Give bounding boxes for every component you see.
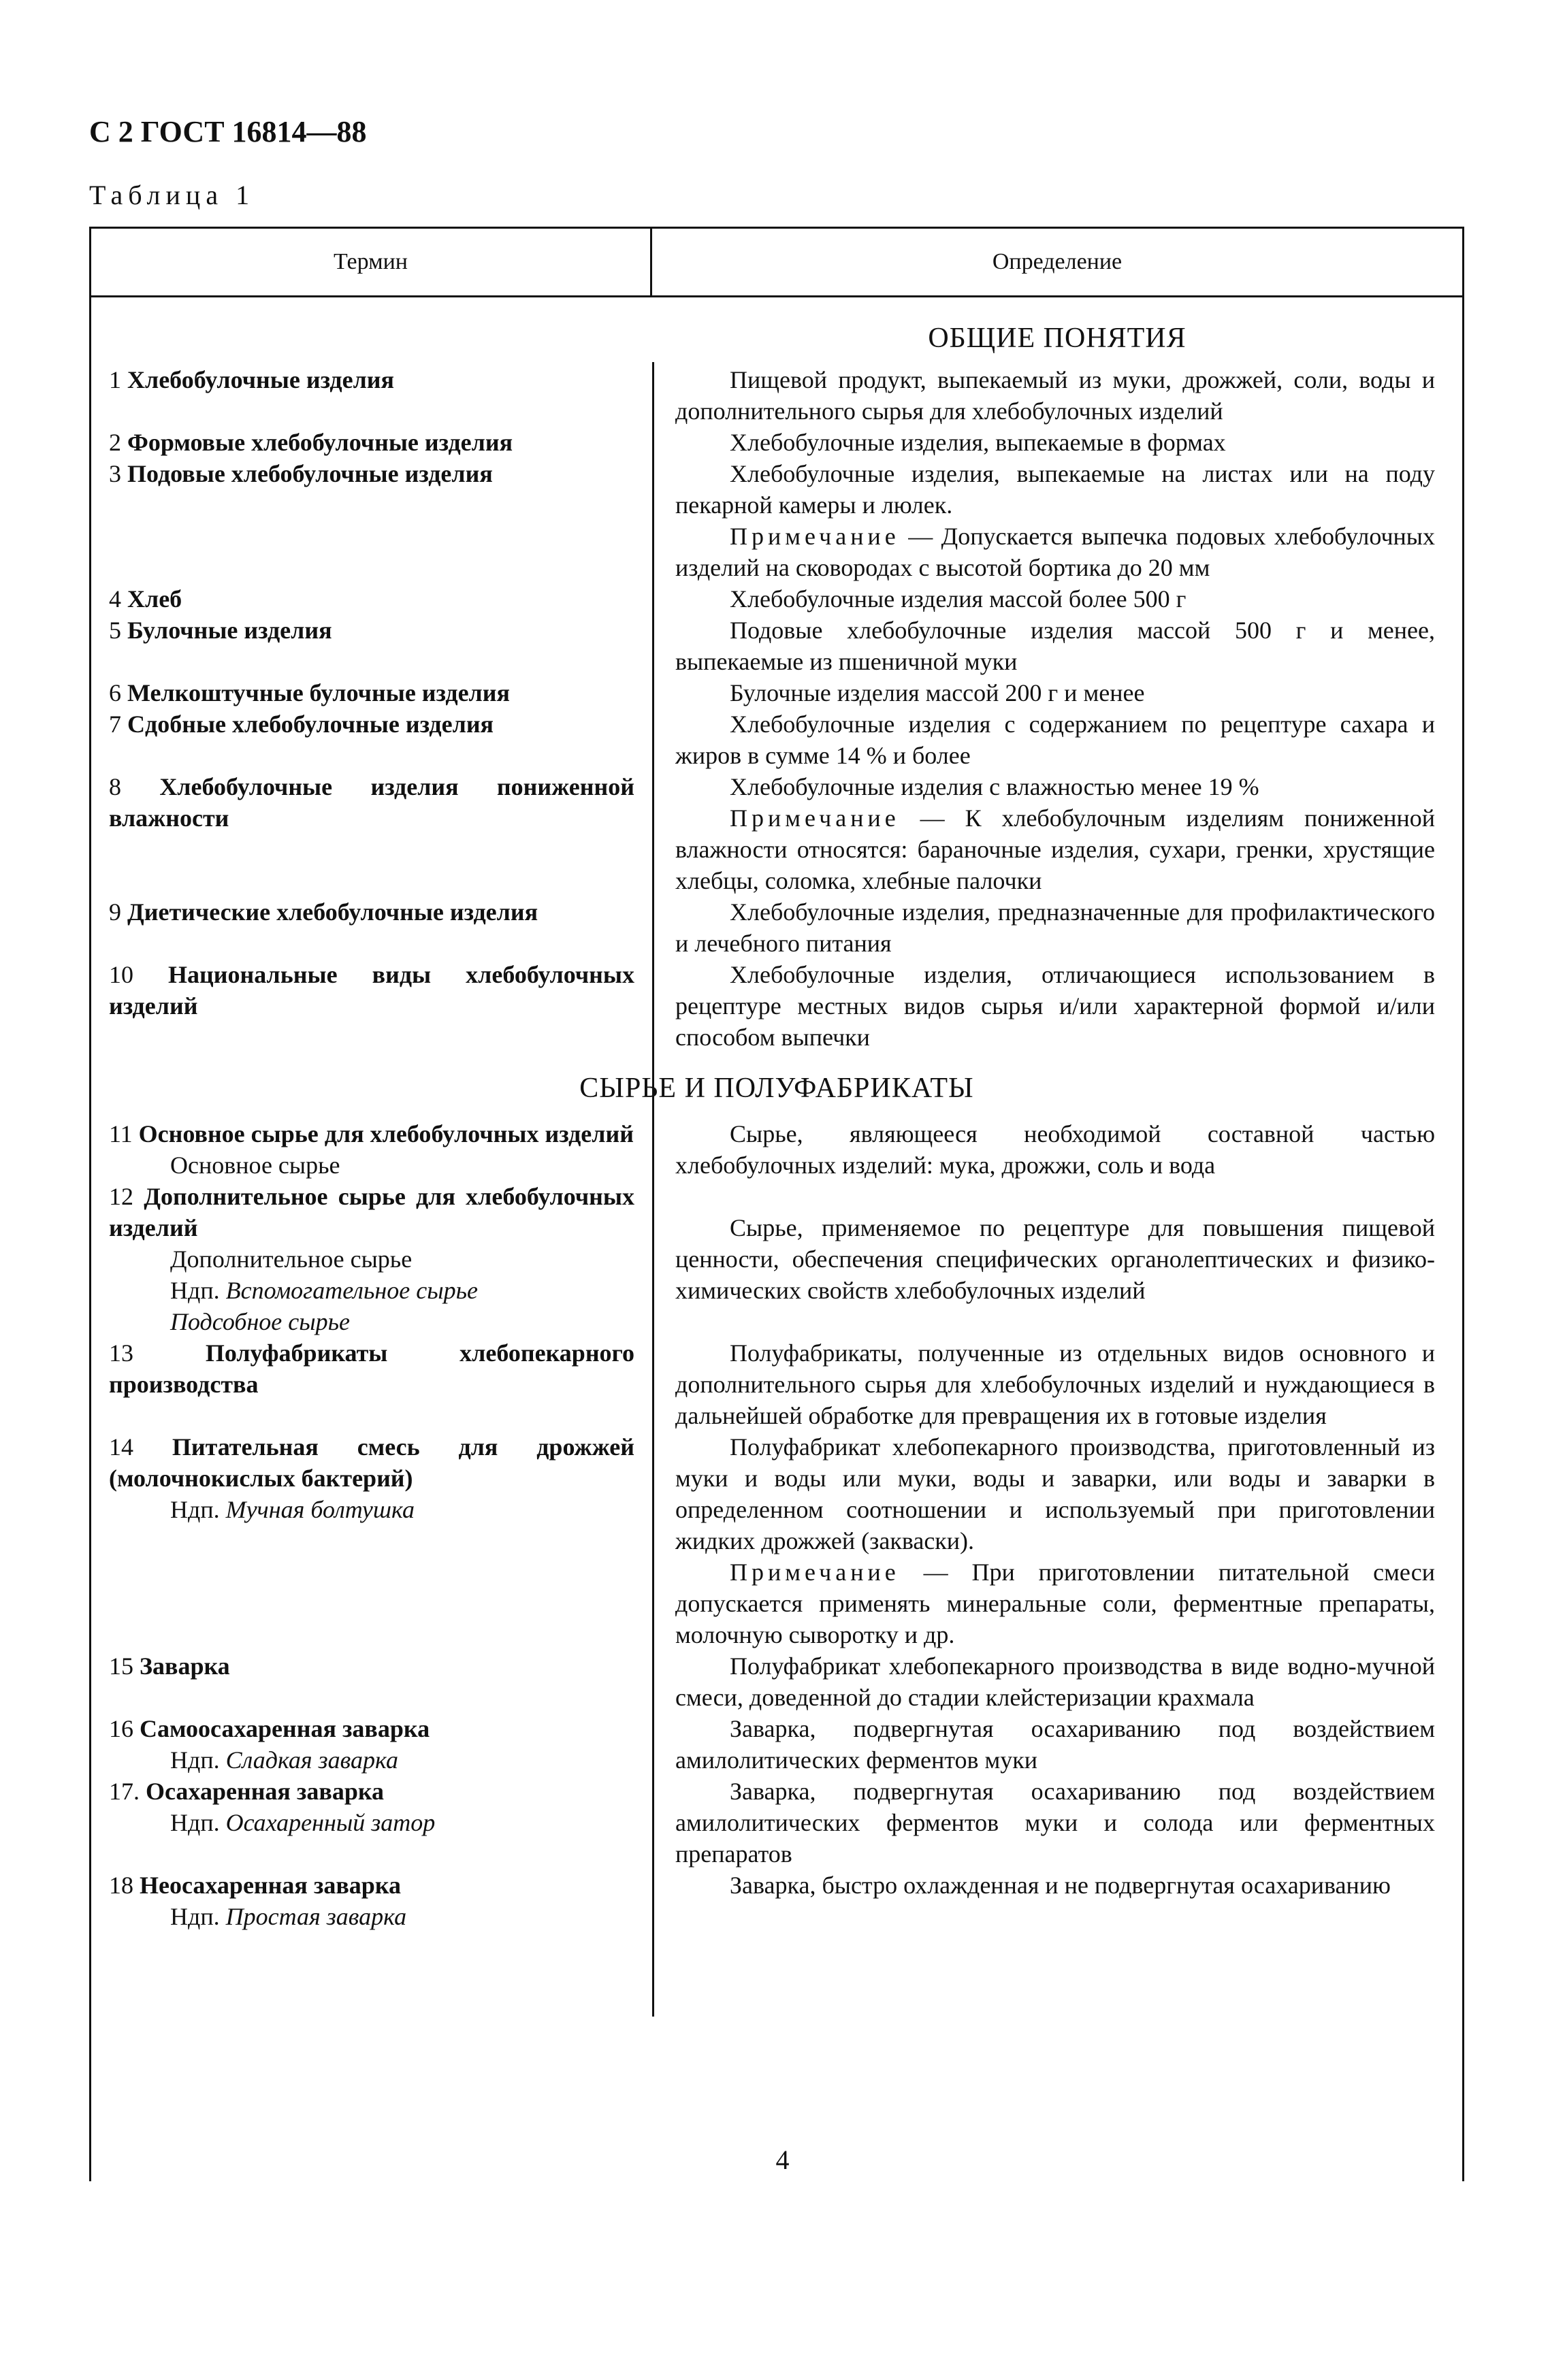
term-cell: 10 Национальные виды хлебобулочных изделий bbox=[109, 961, 634, 1020]
table-row bbox=[91, 708, 1462, 771]
definition-cell: Заварка, подвергнутая осахариванию под воздействием амилолитических ферментов муки bbox=[675, 1715, 1435, 1774]
definition-cell: Полуфабрикаты, полученные из отдельных видов основного и дополнительного сырья для хлебобулочных изделий и нуждающиеся в дальнейшей обработке для превращения их в готовые изделия bbox=[675, 1339, 1435, 1429]
definition-cell: Хлебобулочные изделия, предназначенные для профилактического и лечебного питания bbox=[675, 898, 1435, 957]
term-cell: 11 Основное сырье для хлебобулочных изделий Основное сырье bbox=[109, 1120, 634, 1179]
definition-cell: Хлебобулочные изделия массой более 500 г bbox=[730, 585, 1187, 613]
section-general bbox=[91, 297, 1462, 1053]
term-cell: 17. Осахаренная заварка Ндп. Осахаренный затор bbox=[109, 1778, 436, 1836]
table-row bbox=[91, 1118, 1462, 1181]
definition-cell: Хлебобулочные изделия, отличающиеся использованием в рецептуре местных видов сырья и/или характерной формой и/или способом выпечки bbox=[675, 961, 1435, 1051]
table-caption: Таблица 1 bbox=[89, 180, 255, 210]
term-cell: 16 Самоосахаренная заварка Ндп. Сладкая заварка bbox=[109, 1715, 430, 1774]
term-cell: 18 Неосахаренная заварка Ндп. Простая заварка bbox=[109, 1872, 407, 1930]
term-cell: 6 Мелкоштучные булочные изделия bbox=[109, 679, 510, 706]
table-row bbox=[91, 896, 1462, 959]
definition-cell: Полуфабрикат хлебопекарного производства, приготовленный из муки и воды или муки, воды и заварки, или воды и заварки в определенном соотношении и используемый при приготовлении жидких дрожжей (закваски). Примечание — При приготовлении питательной смеси допускается применять минеральные соли, ферментные препараты, молочную сыворотку и др. bbox=[652, 1431, 1462, 1650]
definition-cell: Пищевой продукт, выпекаемый из муки, дрожжей, соли, воды и дополнительного сырья для хлебобулочных изделий bbox=[675, 366, 1435, 425]
definition-cell: Сырье, применяемое по рецептуре для повышения пищевой ценности, обеспечения специфических органолептических и физико-химических свойств хлебобулочных изделий bbox=[675, 1214, 1435, 1304]
term-cell: 14 Питательная смесь для дрожжей (молочнокислых бактерий) Ндп. Мучная болтушка bbox=[109, 1433, 634, 1523]
term-cell: 2 Формовые хлебобулочные изделия bbox=[109, 429, 513, 456]
definition-cell: Заварка, подвергнутая осахариванию под воздействием амилолитических ферментов муки и солода или ферментных препаратов bbox=[675, 1778, 1435, 1868]
table-body bbox=[89, 297, 1464, 2181]
definition-cell: Хлебобулочные изделия, выпекаемые в формах bbox=[730, 429, 1226, 456]
table-row bbox=[91, 458, 1462, 583]
table-row bbox=[91, 583, 1462, 615]
term-cell: 1 Хлебобулочные изделия bbox=[109, 366, 394, 393]
section-raw-materials bbox=[91, 1053, 1462, 1932]
table-row bbox=[91, 1337, 1462, 1431]
terms-table bbox=[89, 227, 1464, 2181]
table-row bbox=[91, 677, 1462, 708]
term-cell: 7 Сдобные хлебобулочные изделия bbox=[109, 711, 494, 738]
note: Примечание — К хлебобулочным изделиям пониженной влажности относятся: бараночные изделия, сухари, гренки, хрустящие хлебцы, соломка, хлебные палочки bbox=[675, 804, 1435, 894]
definition-cell: Хлебобулочные изделия, выпекаемые на листах или на поду пекарной камеры и люлек. Примечание — Допускается выпечка подовых хлебобулочных изделий на сковородах с высотой бортика до 20 мм bbox=[652, 458, 1462, 583]
term-cell: 4 Хлеб bbox=[109, 585, 182, 613]
term-cell: 3 Подовые хлебобулочные изделия bbox=[109, 460, 493, 487]
term-cell: 12 Дополнительное сырье для хлебобулочных изделий Дополнительное сырье Ндп. Вспомогательное сырье Подсобное сырье bbox=[109, 1183, 634, 1335]
table-row bbox=[91, 1776, 1462, 1870]
table-row bbox=[91, 959, 1462, 1053]
note: Примечание — При приготовлении питательной смеси допускается применять минеральные соли, ферментные препараты, молочную сыворотку и др. bbox=[675, 1559, 1435, 1648]
table-row bbox=[91, 427, 1462, 458]
table-row bbox=[91, 1713, 1462, 1776]
table-row bbox=[91, 1181, 1462, 1337]
document-header: С 2 ГОСТ 16814—88 bbox=[89, 115, 367, 148]
term-cell: 5 Булочные изделия bbox=[109, 617, 332, 644]
definition-cell: Полуфабрикат хлебопекарного производства в виде водно-мучной смеси, доведенной до стадии клейстеризации крахмала bbox=[675, 1652, 1435, 1711]
table-row bbox=[91, 1870, 1462, 1932]
column-header-term: Термин bbox=[91, 229, 652, 295]
definition-cell: Хлебобулочные изделия с содержанием по рецептуре сахара и жиров в сумме 14 % и более bbox=[675, 711, 1435, 769]
page-number: 4 bbox=[775, 2145, 790, 2175]
term-cell: 13 Полуфабрикаты хлебопекарного производства bbox=[109, 1339, 635, 1398]
note: Примечание — Допускается выпечка подовых хлебобулочных изделий на сковородах с высотой бортика до 20 мм bbox=[675, 523, 1435, 581]
table-row bbox=[91, 771, 1462, 896]
definition-cell: Булочные изделия массой 200 г и менее bbox=[730, 679, 1145, 706]
section-title: ОБЩИЕ ПОНЯТИЯ bbox=[928, 323, 1187, 354]
definition-cell: Сырье, являющееся необходимой составной частью хлебобулочных изделий: мука, дрожжи, соль и вода bbox=[675, 1120, 1435, 1179]
table-header bbox=[89, 227, 1464, 297]
section-title: СЫРЬЕ И ПОЛУФАБРИКАТЫ bbox=[579, 1073, 974, 1104]
table-row bbox=[91, 1431, 1462, 1650]
table-row bbox=[91, 1650, 1462, 1713]
table-row bbox=[91, 615, 1462, 677]
term-cell: 9 Диетические хлебобулочные изделия bbox=[109, 898, 538, 926]
definition-cell: Подовые хлебобулочные изделия массой 500 г и менее, выпекаемые из пшеничной муки bbox=[675, 617, 1435, 675]
table-row bbox=[91, 364, 1462, 427]
definition-cell: Хлебобулочные изделия с влажностью менее 19 % Примечание — К хлебобулочным изделиям пониженной влажности относятся: бараночные изделия, сухари, гренки, хрустящие хлебцы, соломка, хлебные палочки bbox=[652, 771, 1462, 896]
term-cell: 15 Заварка bbox=[109, 1652, 230, 1680]
definition-cell: Заварка, быстро охлажденная и не подвергнутая осахариванию bbox=[730, 1872, 1391, 1899]
term-cell: 8 Хлебобулочные изделия пониженной влажности bbox=[109, 773, 634, 832]
column-header-definition: Определение bbox=[992, 249, 1123, 274]
